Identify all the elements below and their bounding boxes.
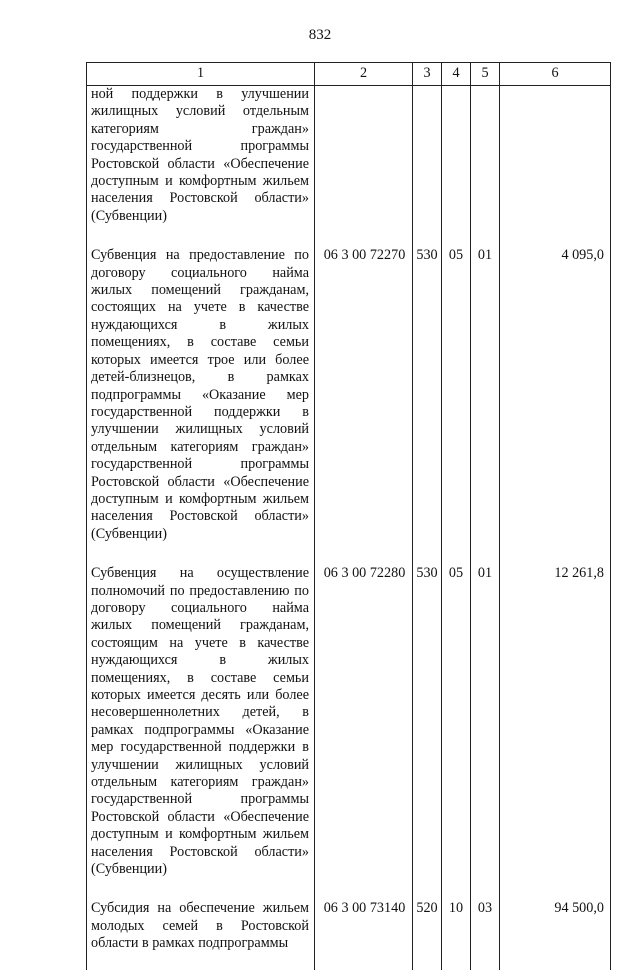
header-col-2: 2 [315, 63, 413, 86]
row-code [315, 86, 413, 248]
table-row [87, 247, 611, 565]
row-col-3: 520 [413, 900, 442, 970]
row-code: 06 3 00 72270 [315, 247, 413, 565]
row-col-4: 05 [442, 565, 471, 900]
row-col-3: 530 [413, 247, 442, 565]
row-amount: 4 095,0 [500, 247, 611, 565]
budget-table [86, 62, 611, 970]
row-amount: 12 261,8 [500, 565, 611, 900]
header-col-4: 4 [442, 63, 471, 86]
row-col-4 [442, 86, 471, 248]
row-col-5: 01 [471, 565, 500, 900]
page-number: 832 [0, 27, 640, 44]
table-header [87, 63, 611, 86]
row-amount: 94 500,0 [500, 900, 611, 970]
row-description: Субсидия на обеспечение жильем молодых семей в Ростовской области в рамках подпрограммы [87, 900, 315, 970]
row-description: Субвенция на осуществление полномочий по предоставлению по договору социального найма жилых помещений гражданам, состоящим на учете в качестве нуждающихся в жилых помещениях, в составе семьи которых имеется десять или более несовершеннолетних детей, в рамках подпрограммы «Оказание мер государственной поддержки в улучшении жилищных условий отдельным категориям граждан» государственной программы Ростовской области «Обеспечение доступным и комфортным жильем населения Ростовской области» (Субвенции) [87, 565, 315, 900]
row-code: 06 3 00 73140 [315, 900, 413, 970]
row-description: Субвенция на предоставление по договору социального найма жилых помещений гражданам, состоящих на учете в качестве нуждающихся в жилых помещениях, в составе семьи которых имеется трое или более детей-близнецов, в рамках подпрограммы «Оказание мер государственной поддержки в улучшении жилищных условий отдельным категориям граждан» государственной программы Ростовской области «Обеспечение доступным и комфортным жильем населения Ростовской области» (Субвенции) [87, 247, 315, 565]
row-col-4: 10 [442, 900, 471, 970]
table-row [87, 86, 611, 248]
row-col-5: 03 [471, 900, 500, 970]
header-col-6: 6 [500, 63, 611, 86]
row-description: ной поддержки в улучшении жилищных условий отдельным категориям граждан» государственной программы Ростовской области «Обеспечение доступным и комфортным жильем населения Ростовской области» (Субвенции) [87, 86, 315, 248]
row-col-3: 530 [413, 565, 442, 900]
header-row [87, 63, 611, 86]
row-amount [500, 86, 611, 248]
header-col-1: 1 [87, 63, 315, 86]
row-col-5: 01 [471, 247, 500, 565]
row-col-3 [413, 86, 442, 248]
table-body [87, 86, 611, 970]
row-code: 06 3 00 72280 [315, 565, 413, 900]
header-col-5: 5 [471, 63, 500, 86]
header-col-3: 3 [413, 63, 442, 86]
row-col-5 [471, 86, 500, 248]
table-row [87, 565, 611, 900]
table-row [87, 900, 611, 970]
row-col-4: 05 [442, 247, 471, 565]
